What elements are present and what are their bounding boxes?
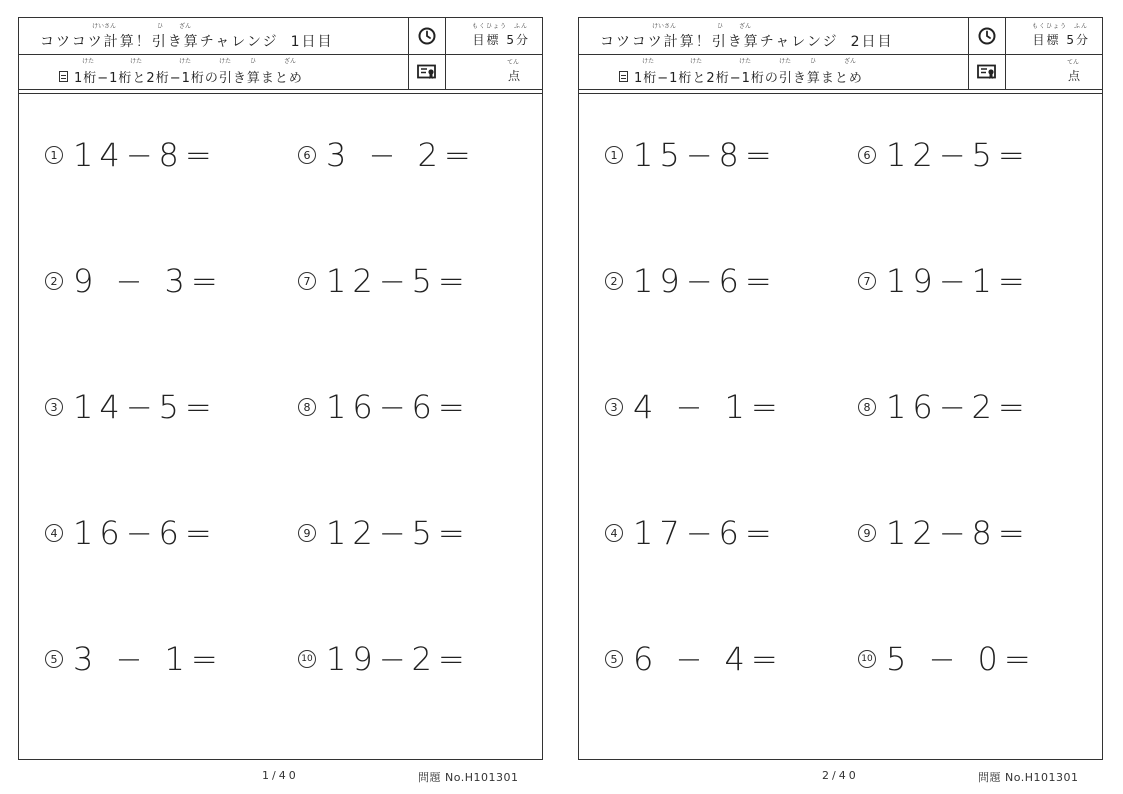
points-cell	[1006, 54, 1102, 89]
problem-expression: 19−2=	[326, 640, 471, 678]
ruby-keta-3: けた	[179, 58, 192, 65]
header-divider	[579, 89, 1102, 94]
problem-expression: 4 − 1=	[633, 388, 784, 426]
problem-number: 5	[45, 650, 63, 668]
problem-expression: 14−5=	[73, 388, 218, 426]
worksheet-page-2	[578, 17, 1103, 760]
problem-expression: 12−5=	[326, 514, 471, 552]
title-label: コツコツ計算！引き算チャレンジ	[40, 34, 279, 50]
score-icon-cell	[969, 54, 1006, 89]
problem-number: 4	[605, 524, 623, 542]
ruby-keta-4: けた	[779, 58, 792, 65]
problem-2	[45, 262, 224, 300]
problem-number: 7	[298, 272, 316, 290]
problem-6	[858, 136, 1031, 174]
problem-5	[45, 640, 224, 678]
problem-7	[858, 262, 1031, 300]
page-counter-1: 1/40	[262, 769, 299, 782]
title-label: コツコツ計算！引き算チャレンジ	[600, 34, 839, 50]
ruby-hi: ひ	[157, 23, 164, 30]
problem-expression: 16−6=	[326, 388, 471, 426]
problem-expression: 3 − 1=	[73, 640, 224, 678]
points-cell	[446, 54, 542, 89]
header-row-subtitle	[19, 54, 542, 89]
title-cell	[579, 18, 969, 54]
problem-expression: 5 − 0=	[886, 640, 1037, 678]
ruby-hi-2: ひ	[810, 58, 817, 65]
problem-expression: 19−1=	[886, 262, 1031, 300]
ruby-keta-1: けた	[82, 58, 95, 65]
problem-expression: 15−8=	[633, 136, 778, 174]
problem-8	[298, 388, 471, 426]
problem-3	[45, 388, 218, 426]
problem-number: 5	[605, 650, 623, 668]
header-row-title	[19, 18, 542, 55]
ruby-zan: ざん	[179, 23, 192, 30]
problem-number: 1	[605, 146, 623, 164]
document-icon	[59, 71, 68, 82]
header-divider	[19, 89, 542, 94]
ruby-keisan: けいさん	[652, 23, 677, 30]
subtitle-cell	[579, 54, 969, 89]
problem-number: 2	[605, 272, 623, 290]
problem-number: 8	[858, 398, 876, 416]
problem-6	[298, 136, 477, 174]
goal-cell	[1006, 18, 1102, 54]
day-label: 2日目	[850, 34, 894, 50]
problem-1	[45, 136, 218, 174]
problem-expression: 12−5=	[886, 136, 1031, 174]
problem-5	[605, 640, 784, 678]
problem-number: 10	[858, 650, 876, 668]
problem-7	[298, 262, 471, 300]
ruby-zan-2: ざん	[284, 58, 297, 65]
problem-1	[605, 136, 778, 174]
problem-number: 8	[298, 398, 316, 416]
header-row-title	[579, 18, 1102, 55]
problem-expression: 17−6=	[633, 514, 778, 552]
problem-expression: 16−6=	[73, 514, 218, 552]
clock-cell	[969, 18, 1006, 54]
points-label: 点	[507, 69, 520, 83]
goal-time: 目標 5分	[1032, 33, 1090, 47]
title-cell	[19, 18, 409, 54]
ruby-keisan: けいさん	[92, 23, 117, 30]
problem-number: 6	[298, 146, 316, 164]
problem-expression: 9 − 3=	[73, 262, 224, 300]
ruby-keta-2: けた	[130, 58, 143, 65]
ruby-zan: ざん	[739, 23, 752, 30]
problem-4	[45, 514, 218, 552]
problem-number: 9	[298, 524, 316, 542]
subtitle-text: 1桁−1桁と2桁−1桁の引き算まとめ	[634, 71, 863, 86]
problem-9	[858, 514, 1031, 552]
subtitle-line	[619, 67, 863, 86]
score-icon-cell	[409, 54, 446, 89]
problem-number: 7	[858, 272, 876, 290]
goal-cell	[446, 18, 542, 54]
ruby-keta-4: けた	[219, 58, 232, 65]
problem-9	[298, 514, 471, 552]
problem-expression: 12−5=	[326, 262, 471, 300]
problem-10	[858, 640, 1037, 678]
problem-expression: 12−8=	[886, 514, 1031, 552]
worksheet-title	[40, 31, 334, 51]
problem-expression: 3 − 2=	[326, 136, 477, 174]
ruby-hi-2: ひ	[250, 58, 257, 65]
ruby-keta-2: けた	[690, 58, 703, 65]
worksheet-page-1	[18, 17, 543, 760]
problem-number: 10	[298, 650, 316, 668]
problem-code-1: 問題 No.H101301	[418, 771, 519, 784]
problem-number: 9	[858, 524, 876, 542]
problem-expression: 19−6=	[633, 262, 778, 300]
document-icon	[619, 71, 628, 82]
header-row-subtitle	[579, 54, 1102, 89]
problem-number: 6	[858, 146, 876, 164]
problem-3	[605, 388, 784, 426]
ruby-zan-2: ざん	[844, 58, 857, 65]
ruby-keta-3: けた	[739, 58, 752, 65]
clock-cell	[409, 18, 446, 54]
problem-number: 1	[45, 146, 63, 164]
subtitle-line	[59, 67, 303, 86]
problem-8	[858, 388, 1031, 426]
points-ruby: てん	[506, 59, 519, 66]
problem-code-2: 問題 No.H101301	[978, 771, 1079, 784]
problem-expression: 14−8=	[73, 136, 218, 174]
problem-expression: 6 − 4=	[633, 640, 784, 678]
points-ruby: てん	[1066, 59, 1079, 66]
certificate-icon	[977, 64, 997, 80]
problem-number: 3	[605, 398, 623, 416]
goal-ruby: もくひょう ふん	[1031, 23, 1088, 30]
problem-4	[605, 514, 778, 552]
ruby-keta-1: けた	[642, 58, 655, 65]
clock-icon	[978, 27, 996, 45]
problem-10	[298, 640, 471, 678]
problem-2	[605, 262, 778, 300]
subtitle-cell	[19, 54, 409, 89]
ruby-hi: ひ	[717, 23, 724, 30]
goal-ruby: もくひょう ふん	[471, 23, 528, 30]
points-label: 点	[1067, 69, 1080, 83]
day-label: 1日目	[290, 34, 334, 50]
problem-number: 2	[45, 272, 63, 290]
worksheet-title	[600, 31, 894, 51]
problem-number: 3	[45, 398, 63, 416]
problem-expression: 16−2=	[886, 388, 1031, 426]
goal-time: 目標 5分	[472, 33, 530, 47]
page-counter-2: 2/40	[822, 769, 859, 782]
problem-number: 4	[45, 524, 63, 542]
subtitle-text: 1桁−1桁と2桁−1桁の引き算まとめ	[74, 71, 303, 86]
certificate-icon	[417, 64, 437, 80]
clock-icon	[418, 27, 436, 45]
